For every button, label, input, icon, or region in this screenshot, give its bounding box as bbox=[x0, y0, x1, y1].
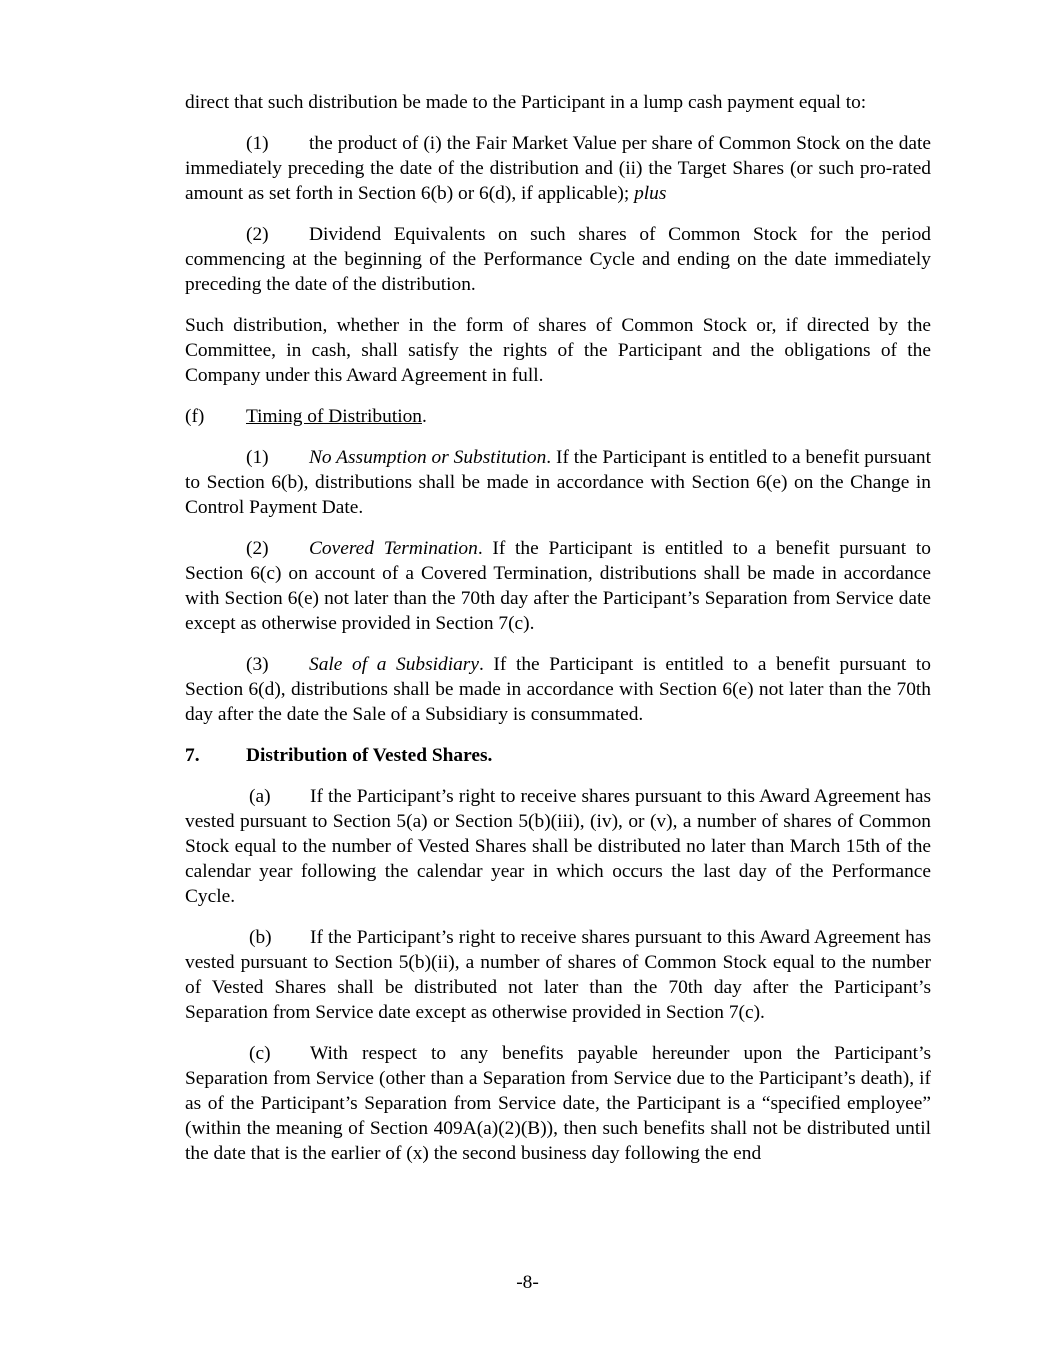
paragraph-text: If the Participant’s right to receive shares pursuant to this Award Agreement has vested pursuant to Section 5(a) or Section 5(b)(iii), (iv), or (v), a number of shares of Common Stock equal to the number of Vested Shares shall be distributed no later than March 15th of the calendar year following the calendar year in which occurs the last day of the Performance Cycle. bbox=[185, 786, 931, 907]
list-number: (2) bbox=[246, 224, 269, 245]
document-body bbox=[185, 90, 931, 1182]
italic-text: plus bbox=[634, 183, 667, 204]
section-title: Distribution of Vested Shares. bbox=[246, 745, 493, 766]
subsection-f-item-2 bbox=[185, 536, 931, 636]
paragraph-intro bbox=[185, 90, 931, 115]
list-number: (3) bbox=[246, 654, 269, 675]
page-number: -8- bbox=[516, 1272, 539, 1293]
subsection-title-period: . bbox=[421, 406, 427, 427]
paragraph-text: direct that such distribution be made to the Participant in a lump cash payment equal to: bbox=[185, 92, 867, 113]
paragraph-text: With respect to any benefits payable hereunder upon the Participant’s Separation from Service (other than a Separation from Service due to the Participant’s death), if as of the Participant’s Separation from Service date, the Participant is a “specified employee” (within the meaning of Section 409A(a)(2)(B)), then such benefits shall not be distributed until the date that is the earlier of (x) the second business day following the end bbox=[185, 1043, 931, 1164]
subsection-f-heading bbox=[185, 404, 931, 429]
list-number: (2) bbox=[246, 538, 269, 559]
list-number: (1) bbox=[246, 133, 269, 154]
paragraph-text: If the Participant’s right to receive shares pursuant to this Award Agreement has vested pursuant to Section 5(b)(ii), a number of shares of Common Stock equal to the number of Vested Shares shall be distributed not later than the 70th day after the Participant’s Separation from Service date except as otherwise provided in Section 7(c). bbox=[185, 927, 931, 1023]
paragraph-text: . If the Participant is entitled to a benefit pursuant to Section 6(b), distributions shall be made in accordance with Section 6(e) on the Change in Control Payment Date. bbox=[185, 447, 931, 518]
italic-lead: Covered Termination bbox=[309, 538, 478, 559]
list-number: (1) bbox=[246, 447, 269, 468]
subsection-f-item-1 bbox=[185, 445, 931, 520]
paragraph-letter: (a) bbox=[249, 786, 271, 807]
paragraph-letter: (b) bbox=[249, 927, 272, 948]
paragraph-such-distribution bbox=[185, 313, 931, 388]
list-item-1 bbox=[185, 131, 931, 206]
subsection-letter: (f) bbox=[185, 406, 205, 427]
paragraph-text: . If the Participant is entitled to a benefit pursuant to Section 6(c) on account of a Covered Termination, distributions shall be made in accordance with Section 6(e) not later than the 70th day after the Participant’s Separation from Service date except as otherwise provided in Section 7(c). bbox=[185, 538, 932, 634]
paragraph-c bbox=[185, 1041, 931, 1166]
italic-lead: No Assumption or Substitution bbox=[309, 447, 547, 468]
paragraph-text: Dividend Equivalents on such shares of Common Stock for the period commencing at the beginning of the Performance Cycle and ending on the date immediately preceding the date of the distribution. bbox=[185, 224, 931, 295]
paragraph-b bbox=[185, 925, 931, 1025]
paragraph-a bbox=[185, 784, 931, 909]
paragraph-letter: (c) bbox=[249, 1043, 271, 1064]
paragraph-text: . If the Participant is entitled to a benefit pursuant to Section 6(d), distributions shall be made in accordance with Section 6(e) not later than the 70th day after the date the Sale of a Subsidiary is consummated. bbox=[185, 654, 931, 725]
subsection-f-item-3 bbox=[185, 652, 931, 727]
subsection-title: Timing of Distribution bbox=[246, 406, 422, 427]
list-item-2 bbox=[185, 222, 931, 297]
italic-lead: Sale of a Subsidiary bbox=[309, 654, 479, 675]
paragraph-text: Such distribution, whether in the form of shares of Common Stock or, if directed by the Committee, in cash, shall satisfy the rights of the Participant and the obligations of the Company under this Award Agreement in full. bbox=[185, 315, 931, 386]
paragraph-text: the product of (i) the Fair Market Value per share of Common Stock on the date immediately preceding the date of the distribution and (ii) the Target Shares (or such pro-rated amount as set forth in Section 6(b) or 6(d), if applicable); bbox=[185, 133, 931, 204]
section-number: 7. bbox=[185, 745, 200, 766]
section-7-heading bbox=[185, 743, 931, 768]
